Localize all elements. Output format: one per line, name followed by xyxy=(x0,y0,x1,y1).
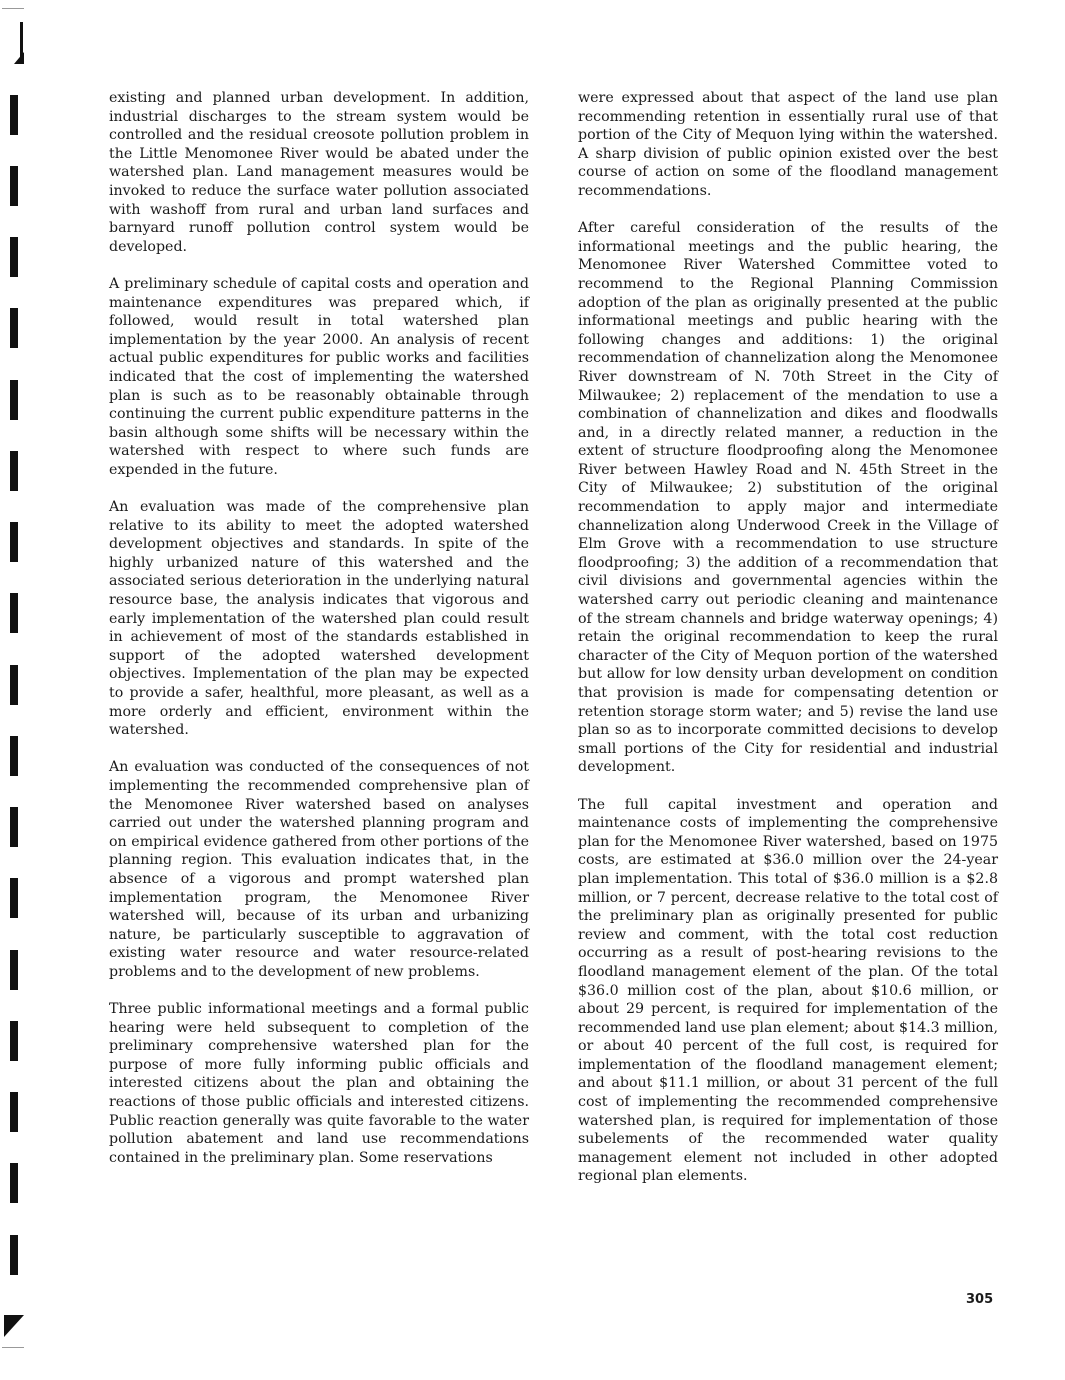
paragraph: The full capital investment and operation and maintenance costs of implementing the comprehensive plan for the Menomonee River watershed, based on 1975 costs, are estimated at $36.0 million over the 24-year plan implementation. This total of $36.0 million is a $2.8 million, or 7 percent, decrease relative to the total cost of the preliminary plan as originally presented for public review and comment, with the total cost reduction occurring as a result of post-hearing revisions to the floodland management element of the plan. Of the total $36.0 million cost of the plan, about $10.6 million, or about 29 percent, is required for implementation of the recommended land use plan element; about $14.3 million, or about 40 percent of the full cost, is required for implementation of the floodland management element; and about $11.1 million, or about 31 percent of the full cost of implementing the recommended comprehensive watershed plan, is required for implementation of those subelements of the recommended water quality management element not included in other adopted regional plan elements. xyxy=(578,796,998,1185)
binding-mark xyxy=(10,522,18,562)
corner-crop-mark-bottom xyxy=(4,1315,24,1337)
paragraph: were expressed about that aspect of the land use plan recommending retention in essentially rural use of that portion of the City of Mequon lying within the watershed. A sharp division of public opinion existed over the best course of action on some of the floodland management recommendations. xyxy=(578,90,998,199)
binding-mark xyxy=(10,237,18,277)
binding-mark xyxy=(10,736,18,776)
paragraph: After careful consideration of the results of the informational meetings and the public hearing, the Menomonee River Watershed Committee voted to recommend to the Regional Planning Commission adoption of the plan as originally presented at the public informational meetings and public hearing with the following changes and additions: 1) the original recommendation of channelization along the Menomonee River downstream of N. 70th Street in the City of Milwaukee; 2) replacement of the mendation to use a combination of channelization and dikes and floodwalls and, in a directly related manner, a reduction in the extent of structure floodproofing along the Menomonee River between Hawley Road and N. 45th Street in the City of Milwaukee; 2) substitution of the original recommendation to apply major and intermediate channelization along Underwood Creek in the Village of Elm Grove with a recommendation to use structure floodproofing; 3) the addition of a recommendation that civil divisions and governmental agencies within the watershed carry out periodic cleaning and maintenance of the stream channels and bridge waterway openings; 4) retain the original recommendation to keep the rural character of the City of Mequon portion of the watershed but allow for low density urban development on condition that provision is made for compensating detention or retention storage storm water; and 5) revise the land use plan so as to incorporate committed decisions to develop small portions of the City for residential and industrial development. xyxy=(578,220,998,776)
binding-mark xyxy=(10,308,18,348)
paragraph: An evaluation was conducted of the consequences of not implementing the recommended comprehensive plan of the Menomonee River watershed based on analyses carried out under the watershed planning program and on empirical evidence gathered from other portions of the planning region. This evaluation indicates that, in the absence of a vigorous and prompt watershed plan implementation program, the Menomonee River watershed will, because of its urban and urbanizing nature, be particularly susceptible to aggravation of existing water resource and water resource-related problems and to the development of new problems. xyxy=(109,759,529,980)
paragraph: existing and planned urban development. In addition, industrial discharges to the stream system would be controlled and the residual creosote pollution problem in the Little Menomonee River would be abated under the watershed plan. Land management measures would be invoked to reduce the surface water pollution associated with washoff from rural and urban land surfaces and barnyard runoff pollution control system would be developed. xyxy=(109,90,529,255)
binding-mark xyxy=(10,1235,18,1275)
binding-mark xyxy=(10,593,18,633)
scan-edge-mark xyxy=(2,8,24,9)
binding-mark xyxy=(10,807,18,847)
binding-mark xyxy=(10,665,18,705)
binding-mark xyxy=(10,166,18,206)
binding-mark xyxy=(10,451,18,491)
binding-mark xyxy=(10,1021,18,1061)
right-text-column xyxy=(578,89,998,1205)
binding-mark xyxy=(10,878,18,918)
paragraph: Three public informational meetings and a formal public hearing were held subsequent to completion of the preliminary comprehensive watershed plan for the purpose of more fully informing public officials and interested citizens about the plan and obtaining the reactions of those public officials and interested citizens. Public reaction generally was quite favorable to the water pollution abatement and land use recommendations contained in the preliminary plan. Some reservations xyxy=(109,1001,529,1166)
scan-edge-mark xyxy=(2,1347,24,1348)
binding-mark xyxy=(10,95,18,135)
binding-mark xyxy=(10,950,18,990)
binding-mark xyxy=(10,1092,18,1132)
left-text-column xyxy=(109,89,529,1186)
binding-mark xyxy=(10,1163,18,1203)
page-number: 305 xyxy=(966,1292,994,1307)
binding-mark xyxy=(10,380,18,420)
paragraph: A preliminary schedule of capital costs and operation and maintenance expenditures was prepared which, if followed, would result in total watershed plan implementation by the year 2000. An analysis of recent actual public expenditures for public works and facilities indicated that the cost of implementing the watershed plan is such as to be reasonably obtainable through continuing the current public expenditure patterns in the basin although some shifts will be necessary within the watershed with respect to where such funds are expended in the future. xyxy=(109,275,529,478)
paragraph: An evaluation was made of the comprehensive plan relative to its ability to meet the adopted watershed development objectives and standards. In spite of the highly urbanized nature of this watershed and the associated serious deterioration in the underlying natural resource base, the analysis indicates that vigorous and early implementation of the watershed plan could result in achievement of most of the standards established in support of the adopted watershed development objectives. Implementation of the plan may be expected to provide a safer, healthful, more pleasant, as well as a more orderly and efficient, environment within the watershed. xyxy=(109,499,529,739)
corner-crop-mark-top xyxy=(14,52,24,64)
